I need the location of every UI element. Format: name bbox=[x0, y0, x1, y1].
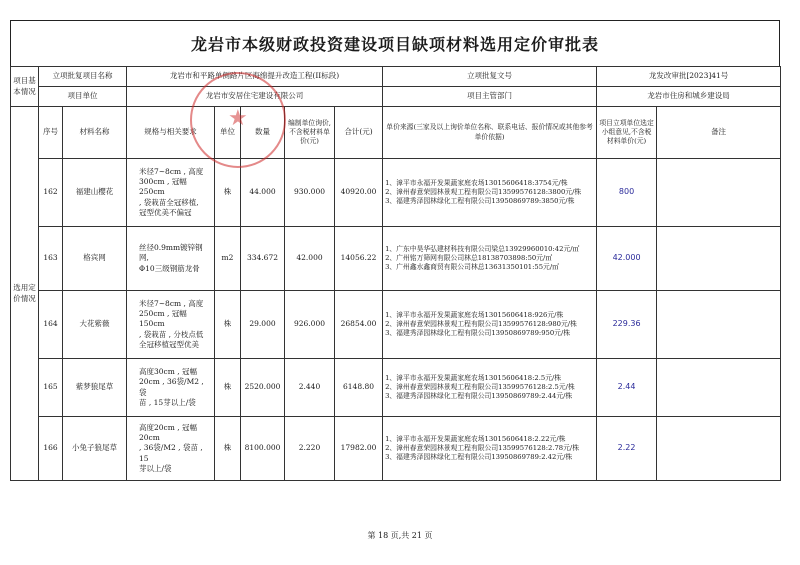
row-qty: 334.672 bbox=[241, 227, 285, 291]
row-qty: 2520.000 bbox=[241, 359, 285, 417]
col-header-unit: 单位 bbox=[215, 107, 241, 159]
pricing-section-label: 选用定价情况 bbox=[11, 107, 39, 481]
doc-no-label: 立项批复文号 bbox=[383, 67, 597, 87]
dept-name: 龙岩市住房和城乡建设局 bbox=[597, 87, 781, 107]
row-price: 2.440 bbox=[285, 359, 335, 417]
source-line: 1、漳平市永福开发果蔬家庭农场13015606418:2.5元/株 bbox=[385, 373, 562, 382]
spec-line: Φ10三级钢筋龙骨 bbox=[139, 263, 200, 273]
spec-line: , 袋栽苗全冠移植, bbox=[139, 197, 199, 207]
spec-line: 苗 , 15芽以上/袋 bbox=[139, 397, 196, 407]
source-line: 1、漳平市永福开发果蔬家庭农场13015606418:2.22元/株 bbox=[385, 434, 566, 443]
row-total: 17982.00 bbox=[335, 417, 383, 481]
source-line: 1、漳平市永福开发果蔬家庭农场13015606418:926元/株 bbox=[385, 310, 564, 319]
row-approved: 42.000 bbox=[597, 227, 657, 291]
row-name: 紫梦狼尾草 bbox=[63, 359, 127, 417]
row-approved: 800 bbox=[597, 159, 657, 227]
spec-line: 芽以上/袋 bbox=[139, 463, 172, 473]
col-header-source: 单价来源(三家及以上询价单位名称、联系电话、报价情况或其他参考单价依据) bbox=[383, 107, 597, 159]
row-approved: 229.36 bbox=[597, 291, 657, 359]
row-spec bbox=[127, 359, 215, 417]
row-no: 162 bbox=[39, 159, 63, 227]
row-remark bbox=[657, 159, 781, 227]
source-line: 1、广东中昊华弘建材科技有限公司梁总13929960010:42元/㎡ bbox=[385, 244, 580, 253]
row-name: 福建山樱花 bbox=[63, 159, 127, 227]
table-row bbox=[11, 159, 781, 227]
source-line: 2、漳州春意荣园林景观工程有限公司13599576128:3800元/株 bbox=[385, 187, 582, 196]
spec-line: , 36袋/M2 , 袋苗 , 15 bbox=[139, 443, 203, 463]
spec-line: 高度30cm , 冠幅 bbox=[139, 367, 198, 377]
source-line: 3、福建秀泽园林绿化工程有限公司13950869789:2.42元/株 bbox=[385, 453, 573, 462]
source-line: 2、漳州春意荣园林景观工程有限公司13599576128:2.5元/株 bbox=[385, 382, 575, 391]
source-line: 2、广州铭万筛网有限公司林总18138703898:50元/㎡ bbox=[385, 253, 553, 262]
row-name: 大花紫薇 bbox=[63, 291, 127, 359]
table-row bbox=[11, 291, 781, 359]
row-total: 26854.00 bbox=[335, 291, 383, 359]
col-header-total: 合计(元) bbox=[335, 107, 383, 159]
row-sources bbox=[383, 227, 597, 291]
source-line: 1、漳平市永福开发果蔬家庭农场13015606418:3754元/株 bbox=[385, 178, 568, 187]
row-qty: 29.000 bbox=[241, 291, 285, 359]
row-remark bbox=[657, 291, 781, 359]
project-name: 龙岩市和平路单侧路片区海绵提升改造工程(II标段) bbox=[127, 67, 383, 87]
seal-star-icon: ★ bbox=[228, 106, 248, 131]
approval-name-label: 立项批复项目名称 bbox=[39, 67, 127, 87]
row-no: 166 bbox=[39, 417, 63, 481]
col-header-name: 材料名称 bbox=[63, 107, 127, 159]
doc-no: 龙发改审批[2023]41号 bbox=[597, 67, 781, 87]
row-total: 40920.00 bbox=[335, 159, 383, 227]
source-line: 3、广州鑫水鑫商贸有限公司林总13631350101:55元/㎡ bbox=[385, 263, 559, 272]
row-price: 2.220 bbox=[285, 417, 335, 481]
unit-name: 龙岩市安居住宅建设有限公司 bbox=[127, 87, 383, 107]
row-unit: 株 bbox=[215, 159, 241, 227]
row-approved: 2.22 bbox=[597, 417, 657, 481]
col-header-spec: 规格与相关要求 bbox=[127, 107, 215, 159]
row-no: 164 bbox=[39, 291, 63, 359]
table-row bbox=[11, 359, 781, 417]
source-line: 3、福建秀泽园林绿化工程有限公司13950869789:2.44元/株 bbox=[385, 392, 573, 401]
row-spec bbox=[127, 159, 215, 227]
row-no: 163 bbox=[39, 227, 63, 291]
source-line: 2、漳州春意荣园林景观工程有限公司13599576128:2.78元/株 bbox=[385, 443, 580, 452]
spec-line: 冠型优美不偏冠 bbox=[139, 207, 192, 217]
row-spec bbox=[127, 291, 215, 359]
source-line: 3、福建秀泽园林绿化工程有限公司13950869789:950元/株 bbox=[385, 329, 571, 338]
row-qty: 8100.000 bbox=[241, 417, 285, 481]
page-footer: 第 18 页,共 21 页 bbox=[367, 531, 433, 540]
table-row bbox=[11, 227, 781, 291]
spec-line: 丝径0.9mm镀锌钢网, bbox=[139, 243, 203, 263]
row-total: 6148.80 bbox=[335, 359, 383, 417]
col-header-approved: 项目立项单位选定小组意见,不含税材料单价(元) bbox=[597, 107, 657, 159]
row-price: 926.000 bbox=[285, 291, 335, 359]
row-price: 930.000 bbox=[285, 159, 335, 227]
spec-line: , 袋栽苗 , 分枝点低 bbox=[139, 329, 204, 339]
row-unit: 株 bbox=[215, 291, 241, 359]
table-row bbox=[11, 417, 781, 481]
source-line: 3、福建秀泽园林绿化工程有限公司13950869789:3850元/株 bbox=[385, 197, 575, 206]
source-line: 2、漳州春意荣园林景观工程有限公司13599576128:980元/株 bbox=[385, 319, 577, 328]
spec-line: 250cm , 冠幅150cm bbox=[139, 309, 187, 329]
row-total: 14056.22 bbox=[335, 227, 383, 291]
row-no: 165 bbox=[39, 359, 63, 417]
row-remark bbox=[657, 359, 781, 417]
spec-line: 高度20cm , 冠幅20cm bbox=[139, 423, 198, 443]
col-header-remark: 备注 bbox=[657, 107, 781, 159]
row-spec bbox=[127, 227, 215, 291]
spec-line: 米径7~8cm , 高度 bbox=[139, 299, 204, 309]
row-spec bbox=[127, 417, 215, 481]
form-title: 龙岩市本级财政投资建设项目缺项材料选用定价审批表 bbox=[10, 20, 780, 66]
row-sources bbox=[383, 159, 597, 227]
row-sources bbox=[383, 359, 597, 417]
spec-line: 米径7~8cm , 高度 bbox=[139, 167, 204, 177]
col-header-qty: 数量 bbox=[241, 107, 285, 159]
row-name: 小兔子狼尾草 bbox=[63, 417, 127, 481]
row-price: 42.000 bbox=[285, 227, 335, 291]
col-header-price: 编制单位询价,不含税材料单价(元) bbox=[285, 107, 335, 159]
spec-line: 全冠移植冠型优美 bbox=[139, 339, 199, 349]
row-unit: 株 bbox=[215, 417, 241, 481]
row-remark bbox=[657, 417, 781, 481]
row-sources bbox=[383, 417, 597, 481]
basic-section-label: 项目基本情况 bbox=[11, 67, 39, 107]
approval-table bbox=[10, 66, 781, 481]
spec-line: 300cm , 冠幅250cm bbox=[139, 177, 187, 197]
row-sources bbox=[383, 291, 597, 359]
row-approved: 2.44 bbox=[597, 359, 657, 417]
row-name: 格宾网 bbox=[63, 227, 127, 291]
row-remark bbox=[657, 227, 781, 291]
col-header-no: 序号 bbox=[39, 107, 63, 159]
spec-line: 20cm , 36袋/M2 , 袋 bbox=[139, 377, 204, 397]
unit-label: 项目单位 bbox=[39, 87, 127, 107]
row-qty: 44.000 bbox=[241, 159, 285, 227]
row-unit: m2 bbox=[215, 227, 241, 291]
dept-label: 项目主管部门 bbox=[383, 87, 597, 107]
row-unit: 株 bbox=[215, 359, 241, 417]
